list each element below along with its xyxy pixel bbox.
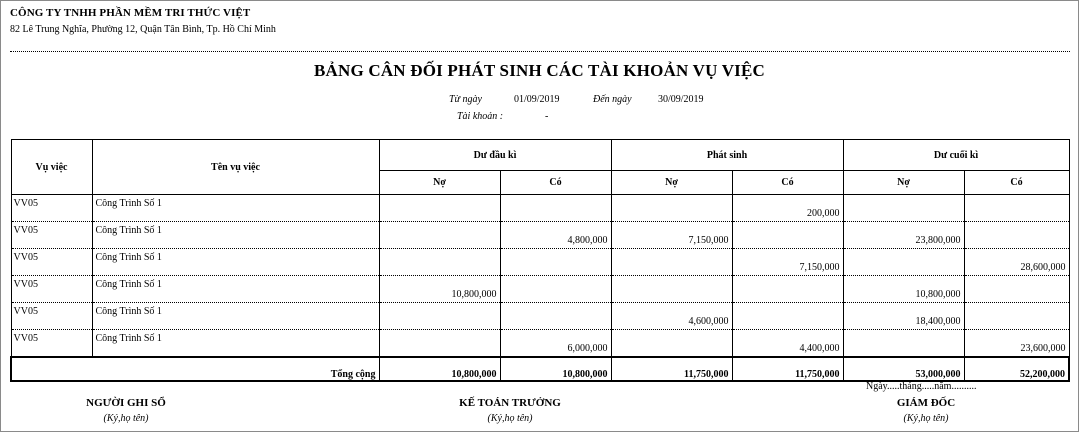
col-header-movement-debit: Nợ <box>611 171 732 195</box>
cell-close-debit: 18,400,000 <box>843 303 964 330</box>
total-mov-debit: 11,750,000 <box>611 357 732 381</box>
cell-open-credit <box>500 249 611 276</box>
cell-mov-debit <box>611 276 732 303</box>
cell-open-debit <box>379 195 500 222</box>
group-header-opening: Dư đầu kì <box>379 140 611 171</box>
col-header-closing-credit: Có <box>964 171 1069 195</box>
total-open-debit: 10,800,000 <box>379 357 500 381</box>
cell-close-credit: 28,600,000 <box>964 249 1069 276</box>
cell-name: Công Trình Số 1 <box>92 222 379 249</box>
cell-close-credit <box>964 222 1069 249</box>
signature-date-line: Ngày.....tháng.....năm.......... <box>866 381 977 392</box>
cell-code: VV05 <box>11 249 92 276</box>
cell-name: Công Trình Số 1 <box>92 303 379 330</box>
total-mov-credit: 11,750,000 <box>732 357 843 381</box>
total-label: Tổng cộng <box>11 357 379 381</box>
total-row <box>11 357 1069 381</box>
table-row <box>11 276 1069 303</box>
cell-mov-credit <box>732 276 843 303</box>
cell-close-credit <box>964 276 1069 303</box>
recorder-title: NGƯỜI GHI SỔ <box>86 397 166 409</box>
cell-mov-debit <box>611 195 732 222</box>
col-header-opening-credit: Có <box>500 171 611 195</box>
cell-open-credit: 4,800,000 <box>500 222 611 249</box>
company-address: 82 Lê Trung Nghĩa, Phường 12, Quận Tân Bình, Tp. Hồ Chí Minh <box>10 24 276 35</box>
cell-open-debit <box>379 303 500 330</box>
recorder-note: (Ký,họ tên) <box>103 413 149 424</box>
cell-code: VV05 <box>11 330 92 358</box>
cell-open-credit <box>500 195 611 222</box>
account-value: - <box>545 111 549 122</box>
cell-close-debit: 10,800,000 <box>843 276 964 303</box>
from-date-label: Từ ngày <box>449 94 482 105</box>
cell-open-debit <box>379 330 500 358</box>
to-date-label: Đến ngày <box>593 94 632 105</box>
table-row <box>11 330 1069 358</box>
group-header-closing: Dư cuối kì <box>843 140 1069 171</box>
total-close-credit: 52,200,000 <box>964 357 1069 381</box>
table-row <box>11 303 1069 330</box>
cell-open-debit: 10,800,000 <box>379 276 500 303</box>
col-header-name: Tên vụ việc <box>92 140 379 195</box>
cell-close-debit <box>843 249 964 276</box>
cell-code: VV05 <box>11 303 92 330</box>
chief-accountant-title: KẾ TOÁN TRƯỞNG <box>459 397 561 409</box>
cell-mov-credit: 200,000 <box>732 195 843 222</box>
group-header-movement: Phát sinh <box>611 140 843 171</box>
to-date-value: 30/09/2019 <box>658 94 704 105</box>
cell-close-debit <box>843 330 964 358</box>
col-header-movement-credit: Có <box>732 171 843 195</box>
cell-mov-debit <box>611 330 732 358</box>
cell-code: VV05 <box>11 276 92 303</box>
cell-close-credit <box>964 303 1069 330</box>
cell-open-credit: 6,000,000 <box>500 330 611 358</box>
cell-name: Công Trình Số 1 <box>92 249 379 276</box>
header-separator <box>10 51 1070 52</box>
cell-close-debit: 23,800,000 <box>843 222 964 249</box>
cell-open-debit <box>379 249 500 276</box>
table-row <box>11 249 1069 276</box>
director-title: GIÁM ĐỐC <box>896 397 956 409</box>
total-close-debit: 53,000,000 <box>843 357 964 381</box>
col-header-closing-debit: Nợ <box>843 171 964 195</box>
director-note: (Ký,họ tên) <box>903 413 949 424</box>
table-row <box>11 195 1069 222</box>
cell-code: VV05 <box>11 222 92 249</box>
col-header-opening-debit: Nợ <box>379 171 500 195</box>
cell-mov-debit: 4,600,000 <box>611 303 732 330</box>
col-header-code: Vụ việc <box>11 140 92 195</box>
balance-table <box>10 139 1070 382</box>
cell-name: Công Trình Số 1 <box>92 276 379 303</box>
cell-open-credit <box>500 303 611 330</box>
chief-accountant-note: (Ký,họ tên) <box>487 413 533 424</box>
cell-close-credit: 23,600,000 <box>964 330 1069 358</box>
cell-code: VV05 <box>11 195 92 222</box>
cell-name: Công Trình Số 1 <box>92 330 379 358</box>
company-name: CÔNG TY TNHH PHẦN MỀM TRI THỨC VIỆT <box>10 7 251 19</box>
cell-close-credit <box>964 195 1069 222</box>
account-label: Tài khoản : <box>457 111 504 122</box>
cell-open-debit <box>379 222 500 249</box>
total-open-credit: 10,800,000 <box>500 357 611 381</box>
cell-mov-credit: 4,400,000 <box>732 330 843 358</box>
cell-name: Công Trình Số 1 <box>92 195 379 222</box>
table-row <box>11 222 1069 249</box>
cell-mov-credit: 7,150,000 <box>732 249 843 276</box>
cell-mov-debit: 7,150,000 <box>611 222 732 249</box>
report-title: BẢNG CÂN ĐỐI PHÁT SINH CÁC TÀI KHOẢN VỤ VIỆC <box>313 61 766 80</box>
cell-mov-credit <box>732 303 843 330</box>
cell-open-credit <box>500 276 611 303</box>
cell-close-debit <box>843 195 964 222</box>
from-date-value: 01/09/2019 <box>514 94 560 105</box>
cell-mov-credit <box>732 222 843 249</box>
cell-mov-debit <box>611 249 732 276</box>
